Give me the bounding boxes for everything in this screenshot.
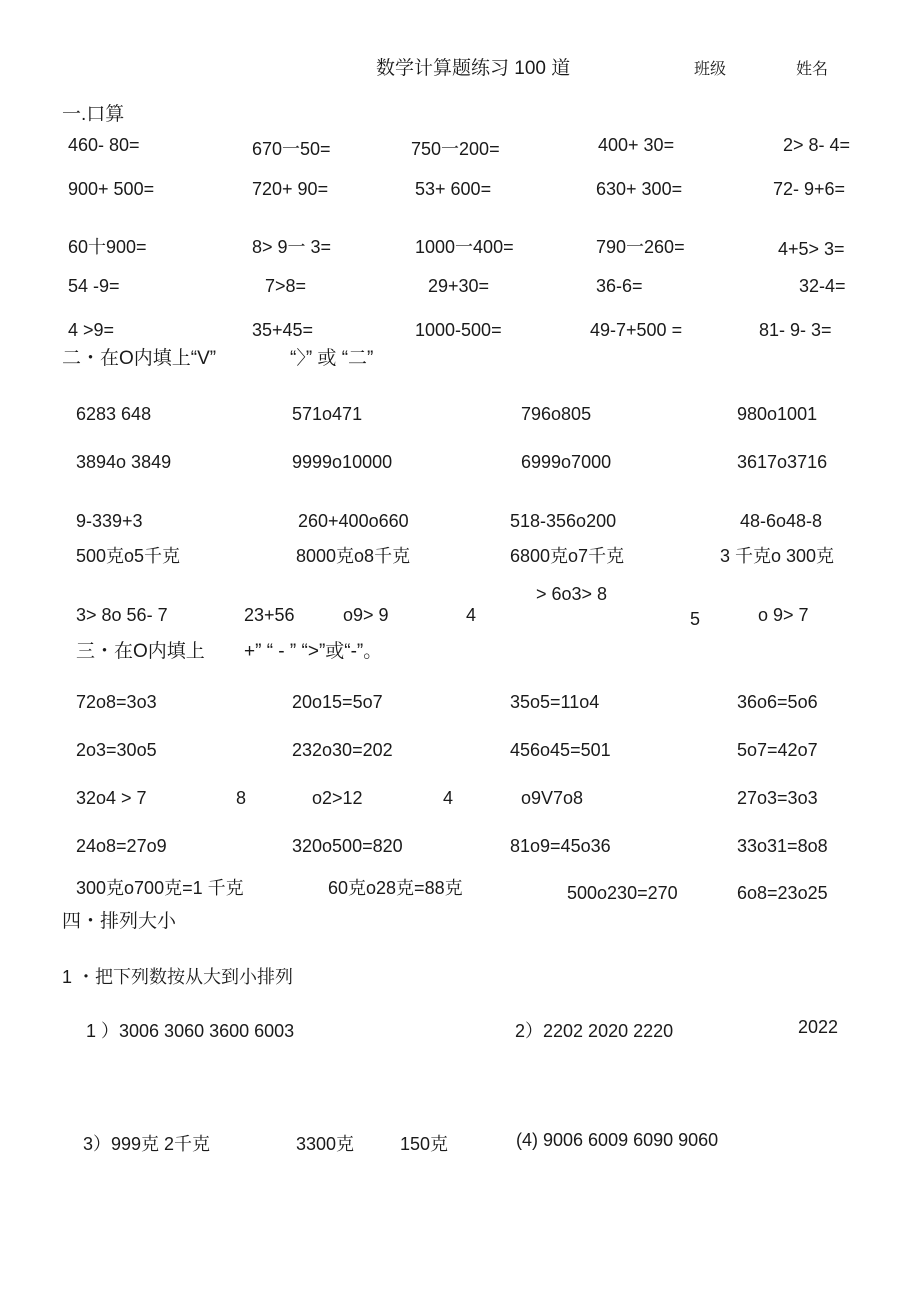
comparison-problem: 518-356o200 bbox=[510, 511, 617, 531]
fill-operator-problem: 232o30=202 bbox=[292, 740, 393, 760]
ordering-question: 1 ）3006 3060 3600 6003 bbox=[86, 1021, 295, 1041]
comparison-problem: 48-6o48-8 bbox=[740, 511, 823, 531]
fill-operator-fragment: 4 bbox=[443, 788, 454, 808]
problem: 790一260= bbox=[596, 237, 685, 257]
ordering-question: 3）999克 2千克 bbox=[83, 1134, 211, 1154]
comparison-problem: 500克o5千克 bbox=[76, 546, 181, 566]
comparison-fragment: 4 bbox=[466, 605, 477, 625]
section4-heading: 四・排列大小 bbox=[62, 911, 177, 932]
problem: 900+ 500= bbox=[68, 179, 155, 199]
fill-operator-problem: 500o230=270 bbox=[567, 883, 678, 903]
fill-operator-problem: 24o8=27o9 bbox=[76, 836, 167, 856]
problem: 7>8= bbox=[265, 276, 307, 296]
comparison-problem: 6283 648 bbox=[76, 404, 152, 424]
name-label: 姓名 bbox=[796, 61, 829, 78]
fill-operator-problem: 456o45=501 bbox=[510, 740, 611, 760]
section2-heading-options: “〉” 或 “二” bbox=[290, 348, 374, 369]
comparison-problem: 571o471 bbox=[292, 404, 363, 424]
comparison-problem: o9> 9 bbox=[343, 605, 389, 625]
problem: 60十900= bbox=[68, 237, 147, 257]
comparison-problem: 3 千克o 300克 bbox=[720, 546, 835, 566]
page-title: 数学计算题练习 100 道 bbox=[376, 58, 571, 79]
fill-operator-problem: 2o3=30o5 bbox=[76, 740, 157, 760]
comparison-problem: 6999o7000 bbox=[521, 452, 612, 472]
problem: 32-4= bbox=[799, 276, 846, 296]
ordering-question-item: 3300克 bbox=[296, 1134, 355, 1154]
problem: 4 >9= bbox=[68, 320, 115, 340]
problem: 750一200= bbox=[411, 139, 500, 159]
problem: 53+ 600= bbox=[415, 179, 492, 199]
fill-operator-problem: 300克o700克=1 千克 bbox=[76, 878, 244, 898]
comparison-problem: 9999o10000 bbox=[292, 452, 393, 472]
problem: 460- 80= bbox=[68, 135, 140, 155]
comparison-problem: 3617o3716 bbox=[737, 452, 828, 472]
fill-operator-problem: 20o15=5o7 bbox=[292, 692, 383, 712]
section3-heading: 三・在O内填上 bbox=[76, 641, 205, 662]
comparison-problem: 3> 8o 56- 7 bbox=[76, 605, 168, 625]
fill-operator-problem: 81o9=45o36 bbox=[510, 836, 611, 856]
fill-operator-problem: o2>12 bbox=[312, 788, 363, 808]
section3-heading-options: +” “ - ” “>”或“-”。 bbox=[244, 641, 383, 662]
fill-operator-fragment: 8 bbox=[236, 788, 247, 808]
problem: 670一50= bbox=[252, 139, 331, 159]
problem: 630+ 300= bbox=[596, 179, 683, 199]
problem: 2> 8- 4= bbox=[783, 135, 851, 155]
comparison-problem: 3894o 3849 bbox=[76, 452, 172, 472]
comparison-problem: 980o1001 bbox=[737, 404, 818, 424]
comparison-problem: 23+56 bbox=[244, 605, 295, 625]
comparison-problem: 6800克o7千克 bbox=[510, 546, 625, 566]
problem: 8> 9一 3= bbox=[252, 237, 332, 257]
fill-operator-problem: 72o8=3o3 bbox=[76, 692, 157, 712]
problem: 720+ 90= bbox=[252, 179, 329, 199]
problem: 72- 9+6= bbox=[773, 179, 846, 199]
fill-operator-problem: 32o4 > 7 bbox=[76, 788, 147, 808]
section2-heading: 二・在O内填上“V” bbox=[62, 348, 217, 369]
class-label: 班级 bbox=[694, 61, 727, 78]
problem: 49-7+500 = bbox=[590, 320, 683, 340]
fill-operator-problem: 27o3=3o3 bbox=[737, 788, 818, 808]
fill-operator-problem: 320o500=820 bbox=[292, 836, 403, 856]
fill-operator-problem: 36o6=5o6 bbox=[737, 692, 818, 712]
fill-operator-problem: 33o31=8o8 bbox=[737, 836, 828, 856]
fill-operator-problem: 60克o28克=88克 bbox=[328, 878, 463, 898]
section1-heading: 一.口算 bbox=[62, 104, 125, 125]
problem: 400+ 30= bbox=[598, 135, 675, 155]
ordering-question: 2）2202 2020 2220 bbox=[515, 1021, 674, 1041]
comparison-problem: 9-339+3 bbox=[76, 511, 143, 531]
problem: 36-6= bbox=[596, 276, 643, 296]
problem: 35+45= bbox=[252, 320, 314, 340]
fill-operator-problem: 6o8=23o25 bbox=[737, 883, 828, 903]
fill-operator-problem: 35o5=11o4 bbox=[510, 692, 600, 712]
ordering-question-item: 150克 bbox=[400, 1134, 449, 1154]
comparison-problem: > 6o3> 8 bbox=[536, 584, 608, 604]
fill-operator-problem: o9V7o8 bbox=[521, 788, 584, 808]
problem: 54 -9= bbox=[68, 276, 120, 296]
comparison-problem: 796o805 bbox=[521, 404, 592, 424]
comparison-problem: 8000克o8千克 bbox=[296, 546, 411, 566]
problem: 81- 9- 3= bbox=[759, 320, 832, 340]
problem: 29+30= bbox=[428, 276, 490, 296]
problem: 1000-500= bbox=[415, 320, 502, 340]
comparison-problem: 260+400o660 bbox=[298, 511, 409, 531]
comparison-fragment: 5 bbox=[690, 609, 701, 629]
ordering-question-extra: 2022 bbox=[798, 1017, 839, 1037]
ordering-question: (4) 9006 6009 6090 9060 bbox=[516, 1130, 719, 1150]
problem: 1000一400= bbox=[415, 237, 514, 257]
section4-subheading: 1 ・把下列数按从大到小排列 bbox=[62, 967, 294, 987]
comparison-problem: o 9> 7 bbox=[758, 605, 809, 625]
fill-operator-problem: 5o7=42o7 bbox=[737, 740, 818, 760]
problem: 4+5> 3= bbox=[778, 239, 845, 259]
